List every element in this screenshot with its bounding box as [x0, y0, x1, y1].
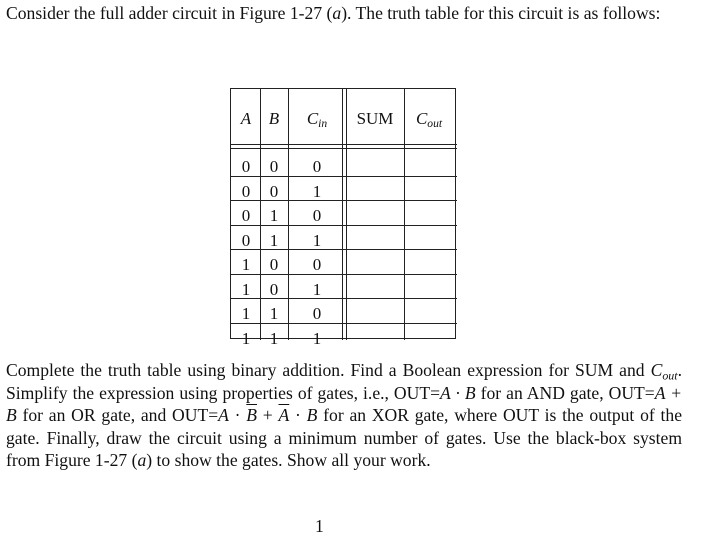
header-cout: $C_{out}$	[415, 109, 443, 131]
table-cell: 1	[269, 304, 279, 323]
table-cell: 1	[269, 230, 279, 250]
table-cell: 1	[269, 206, 279, 225]
or-expression: A + B	[6, 382, 683, 426]
intro-figure-letter: a	[332, 3, 342, 23]
instructions-text-6: ) to show the gates. Show all your work.	[146, 450, 431, 471]
table-cell: 1	[312, 279, 322, 299]
table-cell: 0	[241, 181, 251, 201]
header-a: A	[240, 109, 252, 128]
header-cin: $C_{in}$	[306, 109, 328, 131]
table-cell: 0	[312, 157, 322, 176]
table-cell: 0	[241, 157, 251, 176]
page-number: 1	[315, 516, 324, 536]
instructions-text-3: for an AND gate, OUT=	[475, 382, 655, 403]
instructions-text-2: . Simplify the expression using properties of gates, i.e., OUT=	[6, 360, 682, 403]
header-sum: SUM	[356, 109, 394, 128]
table-cell: 0	[269, 255, 279, 274]
intro-paragraph	[6, 2, 682, 25]
table-cell: 1	[312, 181, 322, 201]
instructions-text-4: for an OR gate, and OUT=	[16, 405, 219, 426]
table-cell: 1	[241, 328, 251, 348]
table-cell: 1	[241, 304, 251, 323]
instructions-paragraph	[6, 359, 682, 472]
cout-symbol: $C_{out}$	[650, 360, 678, 383]
table-cell: 1	[241, 255, 251, 274]
table-cell: 1	[269, 328, 279, 348]
table-cell: 1	[312, 230, 322, 250]
table-cell: 1	[312, 328, 322, 348]
table-cell: 0	[312, 206, 322, 225]
table-cell: 0	[269, 279, 279, 299]
and-expression: A · B	[440, 382, 476, 403]
intro-text-1: Consider the full adder circuit in Figure 1-27 (	[6, 3, 333, 23]
xor-expression: $A \cdot \overline{B} + \overline{A} \cdot B$	[218, 405, 318, 426]
truth-table	[230, 88, 456, 348]
instructions-text-5: for an XOR gate, where OUT is the output of the gate. Finally, draw the circuit using a minimum number of gates. Use the black-box system from Figure 1-27 (	[6, 405, 683, 471]
table-cell: 0	[269, 181, 279, 201]
instructions-text-1: Complete the truth table using binary addition. Find a Boolean expression for SUM and	[6, 360, 651, 380]
table-cell: 1	[241, 279, 251, 299]
table-cell: 0	[241, 230, 251, 250]
table-cell: 0	[269, 157, 279, 176]
table-cell: 0	[312, 255, 322, 274]
instructions-figure-letter: a	[137, 450, 147, 471]
intro-text-2: ). The truth table for this circuit is as follows:	[341, 3, 661, 23]
table-cell: 0	[312, 304, 322, 323]
table-cell: 0	[241, 206, 251, 225]
header-b: B	[268, 109, 280, 128]
